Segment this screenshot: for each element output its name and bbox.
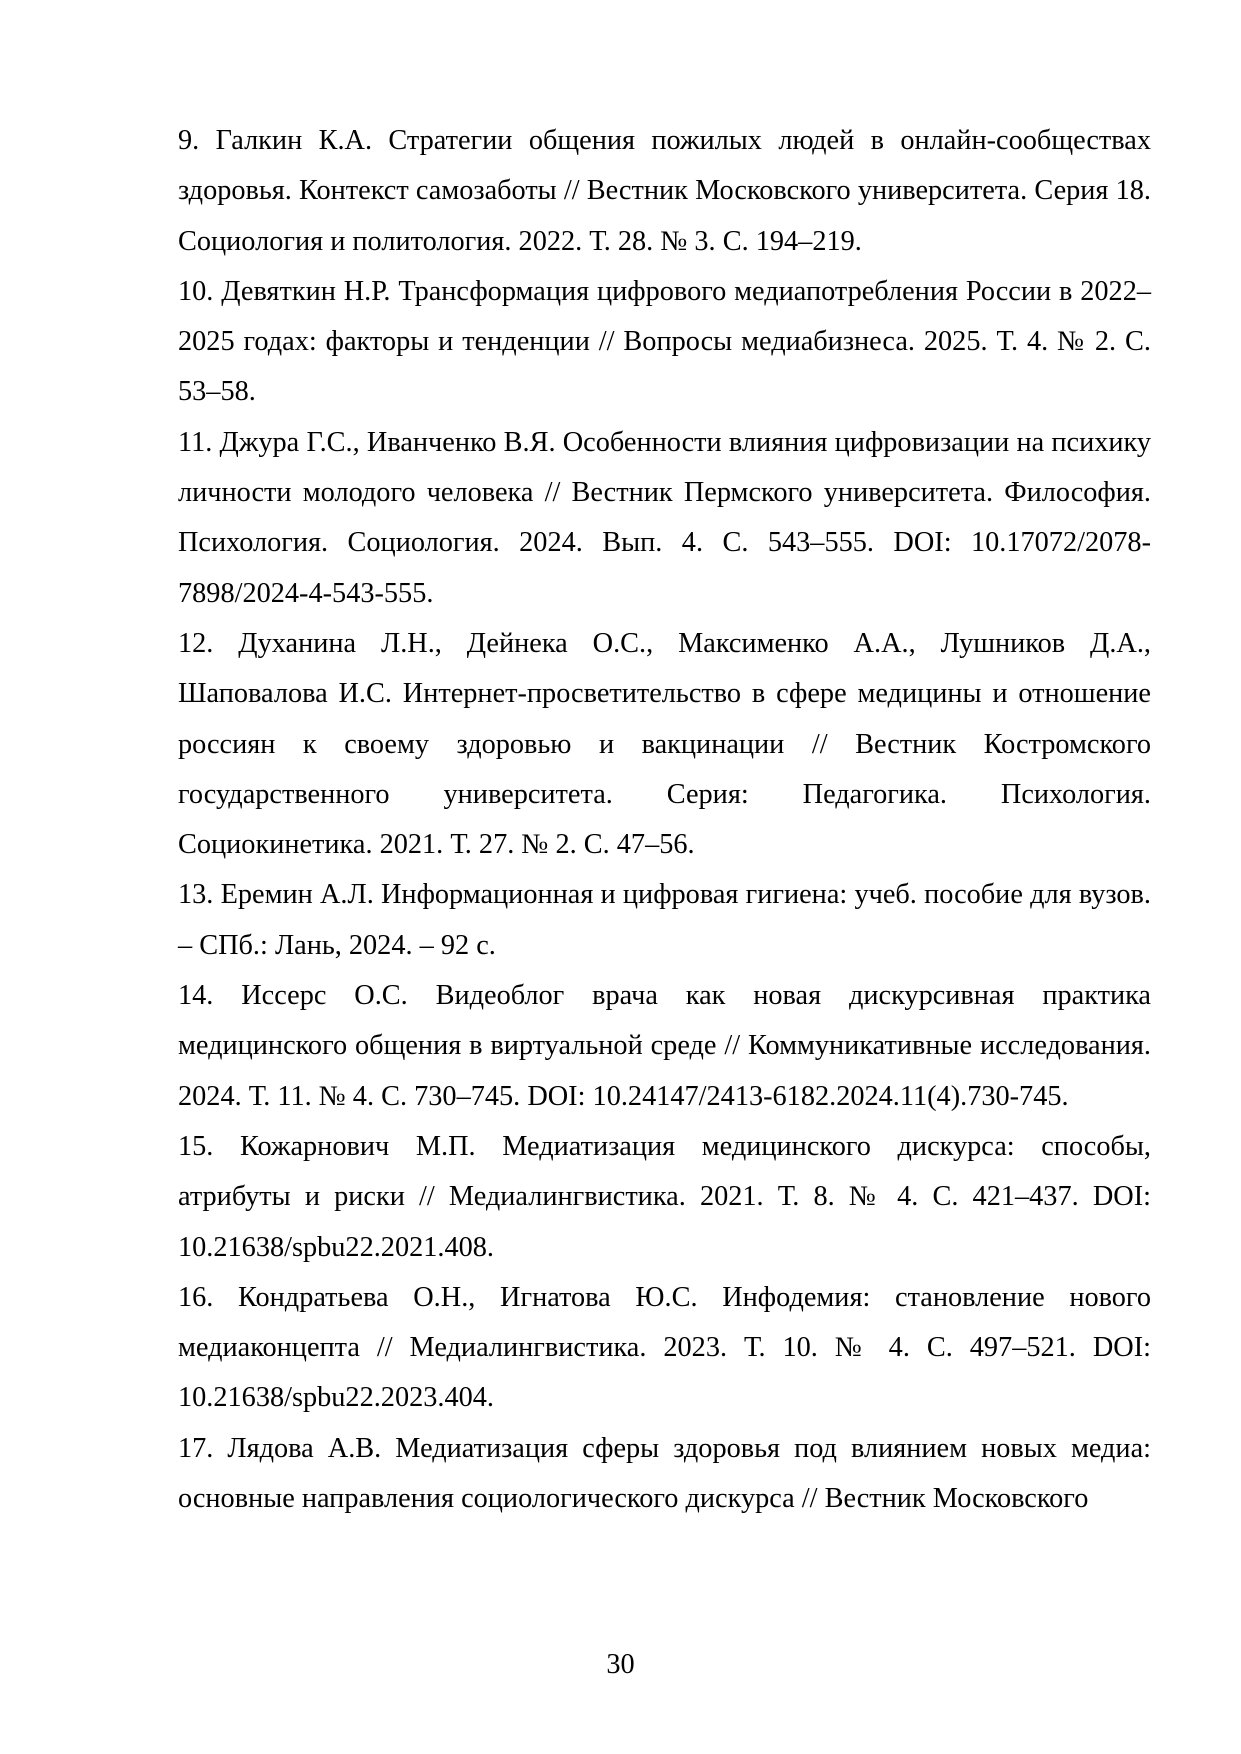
reference-item: 11. Джура Г.С., Иванченко В.Я. Особенности влияния цифровизации на психику личности молодого человека // Вестник Пермского университета. Философия. Психология. Социология. 2024. Вып. 4. С. 543–555. DOI: 10.17072/2078-7898/2024-4-543-555. — [178, 426, 1151, 609]
reference-item: 13. Еремин А.Л. Информационная и цифровая гигиена: учеб. пособие для вузов. – СПб.: Лань, 2024. – 92 с. — [178, 879, 1151, 961]
reference-item: 17. Лядова А.В. Медиатизация сферы здоровья под влиянием новых медиа: основные направления социологического дискурса // Вестник Московского — [178, 1432, 1151, 1515]
reference-item: 9. Галкин К.А. Стратегии общения пожилых людей в онлайн-сообществах здоровья. Контекст самозаботы // Вестник Московского университета. Серия 18. Социология и политология. 2022. Т. 28. № 3. С. 194–219. — [178, 125, 1151, 257]
page-number: 30 — [606, 1649, 635, 1680]
reference-item: 10. Девяткин Н.Р. Трансформация цифрового медиапотребления России в 2022–2025 годах: факторы и тенденции // Вопросы медиабизнеса. 2025. Т. 4. № 2. С. 53–58. — [178, 275, 1151, 408]
reference-item: 12. Духанина Л.Н., Дейнека О.С., Максименко А.А., Лушников Д.А., Шаповалова И.С. Интернет-просветительство в сфере медицины и отношение россиян к своему здоровью и вакцинации // Вестник Костромского государственного университета. Серия: Педагогика. Психология. Социокинетика. 2021. Т. 27. № 2. С. 47–56. — [178, 627, 1151, 861]
reference-item: 16. Кондратьева О.Н., Игнатова Ю.С. Инфодемия: становление нового медиаконцепта // Медиалингвистика. 2023. Т. 10. № 4. С. 497–521. DOI: 10.21638/spbu22.2023.404. — [178, 1281, 1151, 1414]
reference-list — [178, 116, 1151, 1524]
reference-item: 14. Иссерс О.С. Видеоблог врача как новая дискурсивная практика медицинского общения в виртуальной среде // Коммуникативные исследования. 2024. Т. 11. № 4. С. 730–745. DOI: 10.24147/2413-6182.2024.11(4).730-745. — [178, 980, 1151, 1112]
reference-item: 15. Кожарнович М.П. Медиатизация медицинского дискурса: способы, атрибуты и риски // Медиалингвистика. 2021. Т. 8. № 4. С. 421–437. DOI: 10.21638/spbu22.2021.408. — [178, 1130, 1151, 1263]
